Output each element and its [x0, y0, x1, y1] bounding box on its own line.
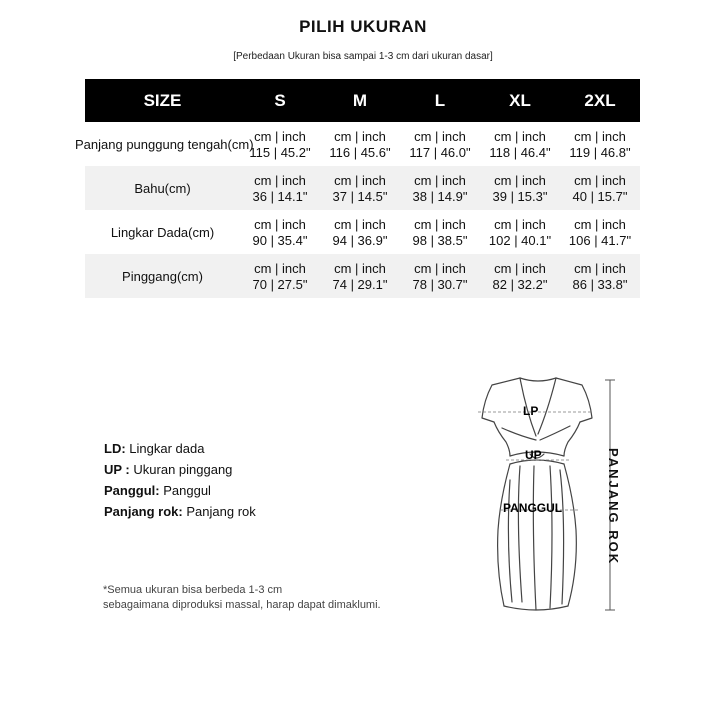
row-label: Lingkar Dada(cm)	[110, 224, 215, 240]
table-cell	[240, 254, 320, 298]
cell-value: 98 | 38.5"	[412, 232, 468, 248]
note-line-2: sebagaimana diproduksi massal, harap dapat dimaklumi.	[103, 599, 381, 611]
legend-key: Panjang rok:	[104, 504, 183, 519]
row-label-text: Panjang punggung tengah(cm)	[75, 136, 254, 152]
table-cell	[240, 122, 320, 166]
cell-value: 74 | 29.1"	[332, 276, 388, 292]
cell-value: 115 | 45.2"	[249, 144, 311, 160]
cell-unit: cm | inch	[334, 216, 386, 232]
legend-text: Lingkar dada	[129, 441, 205, 456]
cell-value: 86 | 33.8"	[572, 276, 628, 292]
cell-value: 90 | 35.4"	[252, 232, 308, 248]
cell-value: 82 | 32.2"	[492, 276, 548, 292]
cell-unit: cm | inch	[574, 216, 626, 232]
page-subtitle: [Perbedaan Ukuran bisa sampai 1-3 cm dari ukuran dasar]	[233, 51, 493, 62]
table-cell	[320, 122, 400, 166]
row-label	[75, 122, 254, 166]
cell-value: 119 | 46.8"	[569, 144, 631, 160]
header-size-l: L	[400, 79, 480, 122]
cell-unit: cm | inch	[494, 172, 546, 188]
cell-unit: cm | inch	[574, 128, 626, 144]
table-cell	[560, 122, 640, 166]
header-size-m: M	[320, 79, 400, 122]
cell-unit: cm | inch	[414, 260, 466, 276]
cell-unit: cm | inch	[414, 128, 466, 144]
cell-unit: cm | inch	[254, 172, 306, 188]
cell-unit: cm | inch	[414, 172, 466, 188]
legend-key: UP :	[104, 462, 130, 477]
row-label: Pinggang(cm)	[85, 254, 240, 298]
table-cell	[400, 122, 480, 166]
cell-unit: cm | inch	[334, 260, 386, 276]
table-cell	[320, 166, 400, 210]
measurement-legend	[104, 438, 256, 522]
table-cell	[480, 166, 560, 210]
diagram-label-lp: LP	[523, 404, 539, 418]
page-title: PILIH UKURAN	[299, 17, 427, 36]
table-row	[85, 254, 640, 298]
legend-item	[104, 501, 256, 522]
cell-value: 39 | 15.3"	[492, 188, 548, 204]
diagram-label-length: PANJANG ROK	[606, 448, 621, 566]
diagram-label-up: UP	[525, 448, 542, 462]
header-size-xl: XL	[480, 79, 560, 122]
cell-value: 78 | 30.7"	[412, 276, 468, 292]
table-row	[85, 210, 640, 254]
cell-unit: cm | inch	[414, 216, 466, 232]
cell-unit: cm | inch	[494, 260, 546, 276]
cell-unit: cm | inch	[334, 128, 386, 144]
cell-value: 118 | 46.4"	[489, 144, 551, 160]
cell-value: 70 | 27.5"	[252, 276, 308, 292]
table-cell	[400, 210, 480, 254]
header-size-2xl: 2XL	[560, 79, 640, 122]
cell-value: 117 | 46.0"	[409, 144, 471, 160]
cell-value: 37 | 14.5"	[332, 188, 388, 204]
table-cell	[400, 254, 480, 298]
table-row	[85, 166, 640, 210]
header-size-s: S	[240, 79, 320, 122]
legend-text: Panggul	[163, 483, 211, 498]
table-cell	[240, 166, 320, 210]
table-cell	[560, 254, 640, 298]
cell-unit: cm | inch	[254, 128, 306, 144]
cell-value: 94 | 36.9"	[332, 232, 388, 248]
table-row	[85, 122, 640, 166]
table-cell	[480, 254, 560, 298]
legend-item	[104, 459, 256, 480]
cell-unit: cm | inch	[334, 172, 386, 188]
table-cell	[480, 122, 560, 166]
cell-unit: cm | inch	[494, 128, 546, 144]
table-header-row	[85, 79, 640, 122]
table-cell	[400, 166, 480, 210]
table-cell	[480, 210, 560, 254]
cell-value: 36 | 14.1"	[252, 188, 308, 204]
table-cell	[320, 254, 400, 298]
cell-value: 116 | 45.6"	[329, 144, 391, 160]
row-label: Bahu(cm)	[85, 166, 240, 210]
table-cell	[240, 210, 320, 254]
cell-unit: cm | inch	[494, 216, 546, 232]
cell-value: 106 | 41.7"	[568, 232, 632, 248]
legend-text: Panjang rok	[186, 504, 256, 519]
legend-text: Ukuran pinggang	[133, 462, 233, 477]
header-size: SIZE	[85, 79, 240, 122]
legend-item	[104, 438, 256, 459]
table-cell	[560, 166, 640, 210]
cell-unit: cm | inch	[254, 260, 306, 276]
table-cell	[560, 210, 640, 254]
cell-unit: cm | inch	[254, 216, 306, 232]
cell-value: 38 | 14.9"	[412, 188, 468, 204]
legend-key: Panggul:	[104, 483, 160, 498]
size-note	[103, 583, 381, 613]
note-line-1: *Semua ukuran bisa berbeda 1-3 cm	[103, 584, 283, 596]
table-cell	[320, 210, 400, 254]
diagram-label-panggul: PANGGUL	[503, 501, 563, 515]
legend-item	[104, 480, 256, 501]
size-table	[75, 79, 640, 298]
legend-key: LD:	[104, 441, 126, 456]
cell-unit: cm | inch	[574, 260, 626, 276]
cell-value: 40 | 15.7"	[572, 188, 628, 204]
cell-unit: cm | inch	[574, 172, 626, 188]
cell-value: 102 | 40.1"	[488, 232, 552, 248]
